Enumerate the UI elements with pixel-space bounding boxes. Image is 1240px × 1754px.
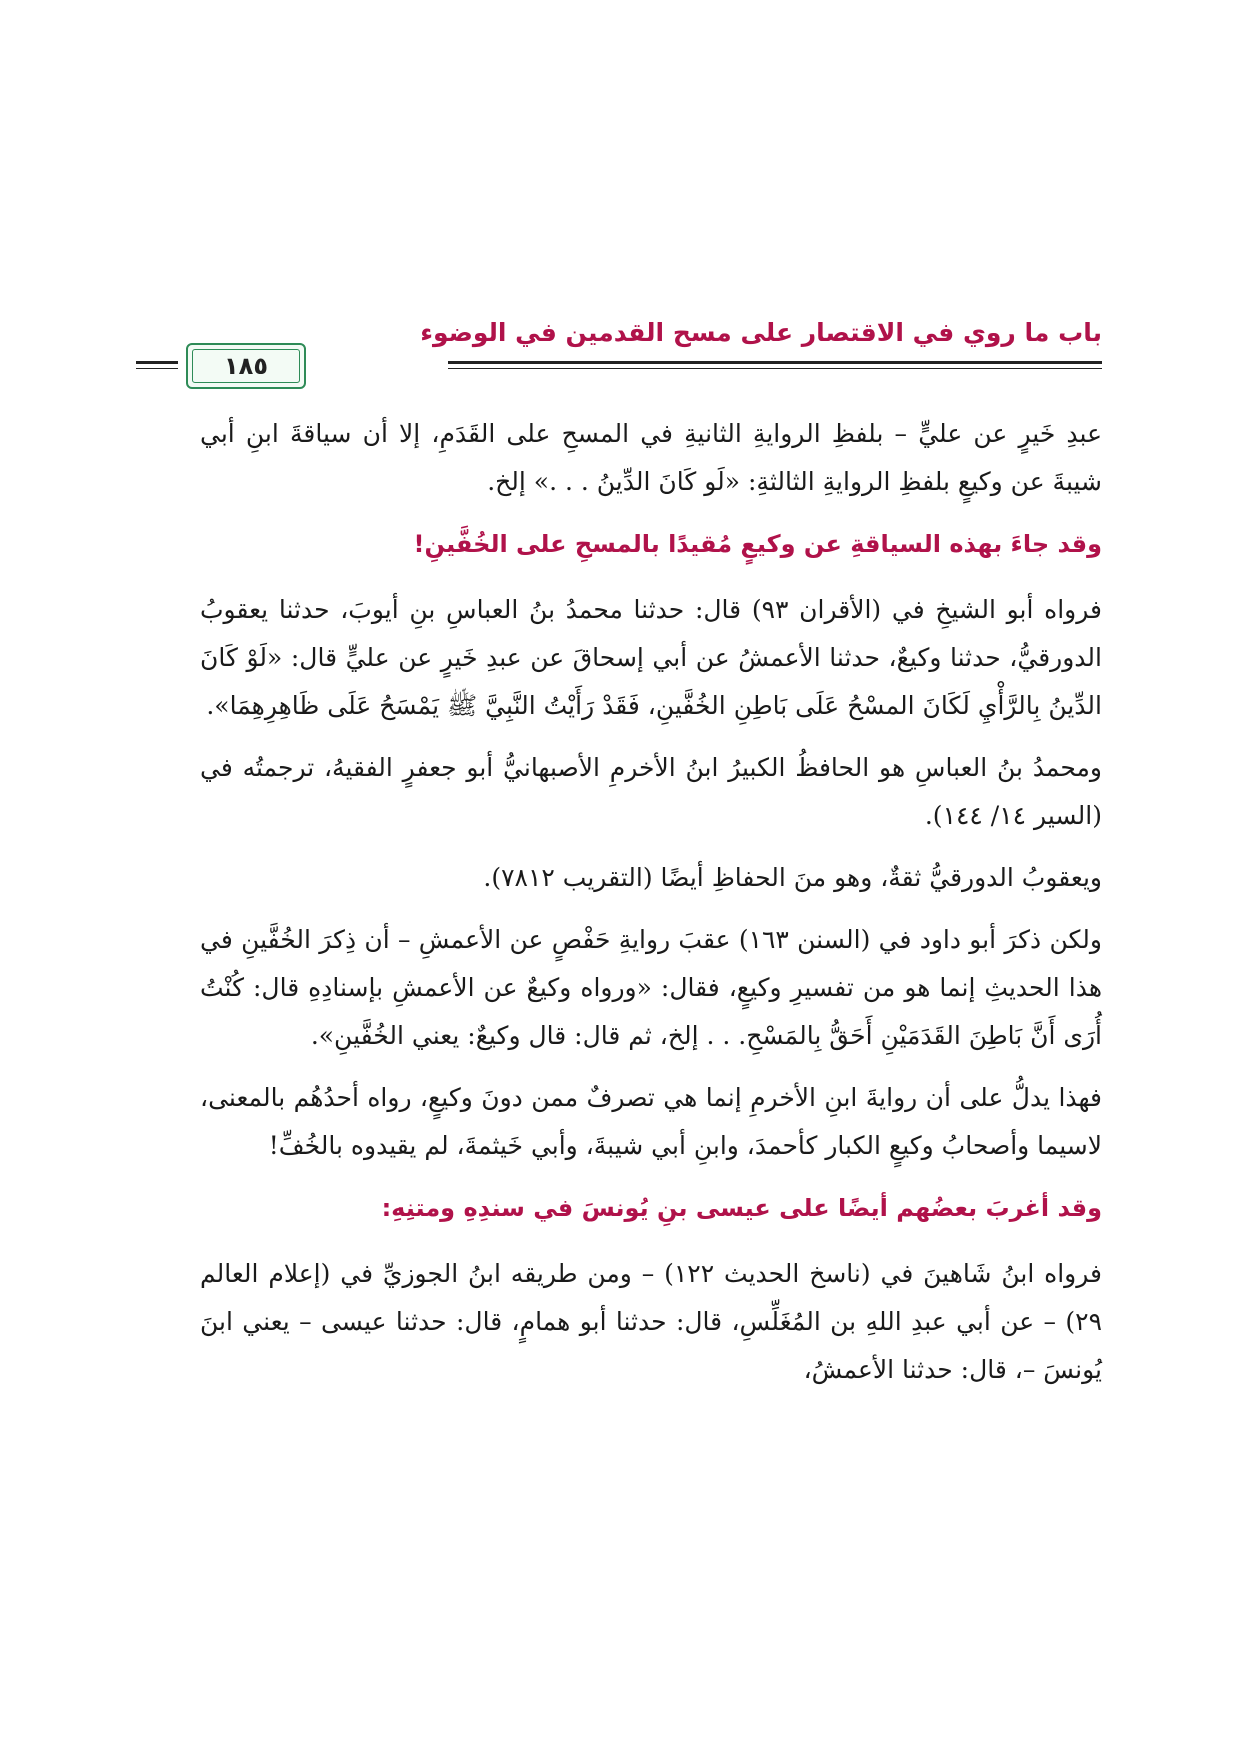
- paragraph: ومحمدُ بنُ العباسِ هو الحافظُ الكبيرُ ابنُ الأخرمِ الأصبهانيُّ أبو جعفرٍ الفقيهُ، ترجمتُه في (السير ١٤/ ١٤٤).: [200, 753, 1102, 830]
- paragraph: فرواه أبو الشيخِ في (الأقران ٩٣) قال: حدثنا محمدُ بنُ العباسِ بنِ أيوبَ، حدثنا يعقوبُ الدورقيُّ، حدثنا وكيعٌ، حدثنا الأعمشُ عن أبي إسحاقَ عن عبدِ خَيرٍ عن عليٍّ قال: «لَوْ كَانَ الدِّينُ بِالرَّأْيِ لَكَانَ المسْحُ عَلَى بَاطِنِ الخُفَّينِ، فَقَدْ رَأَيْتُ النَّبِيَّ ﷺ يَمْسَحُ عَلَى ظَاهِرِهِمَا».: [200, 595, 1102, 720]
- header-rule-left: [136, 361, 178, 364]
- paragraph: فهذا يدلُّ على أن روايةَ ابنِ الأخرمِ إنما هي تصرفٌ ممن دونَ وكيعٍ، رواه أحدُهُم بالمعنى، لاسيما وأصحابُ وكيعٍ الكبار كأحمدَ، وابنِ أبي شيبةَ، وأبي خَيثمةَ، لم يقيدوه بالخُفِّ!: [200, 1083, 1102, 1160]
- paragraph: فرواه ابنُ شَاهينَ في (ناسخ الحديث ١٢٢) – ومن طريقه ابنُ الجوزيِّ في (إعلام العالم ٢٩) – عن أبي عبدِ اللهِ بن المُغَلِّسِ، قال: حدثنا أبو همامٍ، قال: حدثنا عيسى – يعني ابنَ يُونسَ –، قال: حدثنا الأعمشُ،: [200, 1259, 1102, 1384]
- body-text: [200, 410, 1102, 1408]
- paragraph: ولكن ذكرَ أبو داود في (السنن ١٦٣) عقبَ روايةِ حَفْصٍ عن الأعمشِ – أن ذِكرَ الخُفَّينِ في هذا الحديثِ إنما هو من تفسيرِ وكيعٍ، فقال: «ورواه وكيعٌ عن الأعمشِ بإسنادِهِ قال: كُنْتُ أُرَى أَنَّ بَاطِنَ القَدَمَيْنِ أَحَقُّ بِالمَسْحِ. . . إلخ، ثم قال: قال وكيعٌ: يعني الخُفَّينِ».: [200, 925, 1102, 1050]
- header-rule: [448, 361, 1102, 364]
- page-header: [136, 318, 1102, 380]
- paragraph: عبدِ خَيرٍ عن عليٍّ – بلفظِ الروايةِ الثانيةِ في المسحِ على القَدَمِ، إلا أن سياقةَ ابنِ أبي شيبةَ عن وكيعٍ بلفظِ الروايةِ الثالثةِ: «لَو كَانَ الدِّينُ . . .» إلخ.: [200, 419, 1102, 496]
- page-number-badge: [186, 343, 306, 389]
- header-rule-thin: [448, 368, 1102, 369]
- chapter-title: باب ما روي في الاقتصار على مسح القدمين في الوضوء: [420, 318, 1102, 347]
- paragraph: ويعقوبُ الدورقيُّ ثقةٌ، وهو منَ الحفاظِ أيضًا (التقريب ٧٨١٢).: [483, 863, 1102, 892]
- header-rule-left-thin: [136, 368, 178, 369]
- section-heading: وقد جاءَ بهذه السياقةِ عن وكيعٍ مُقيدًا بالمسحِ على الخُفَّينِ!: [413, 530, 1102, 558]
- page-number: ١٨٥: [224, 352, 268, 380]
- section-heading: وقد أغربَ بعضُهم أيضًا على عيسى بنِ يُونسَ في سندِهِ ومتنِهِ:: [381, 1194, 1102, 1222]
